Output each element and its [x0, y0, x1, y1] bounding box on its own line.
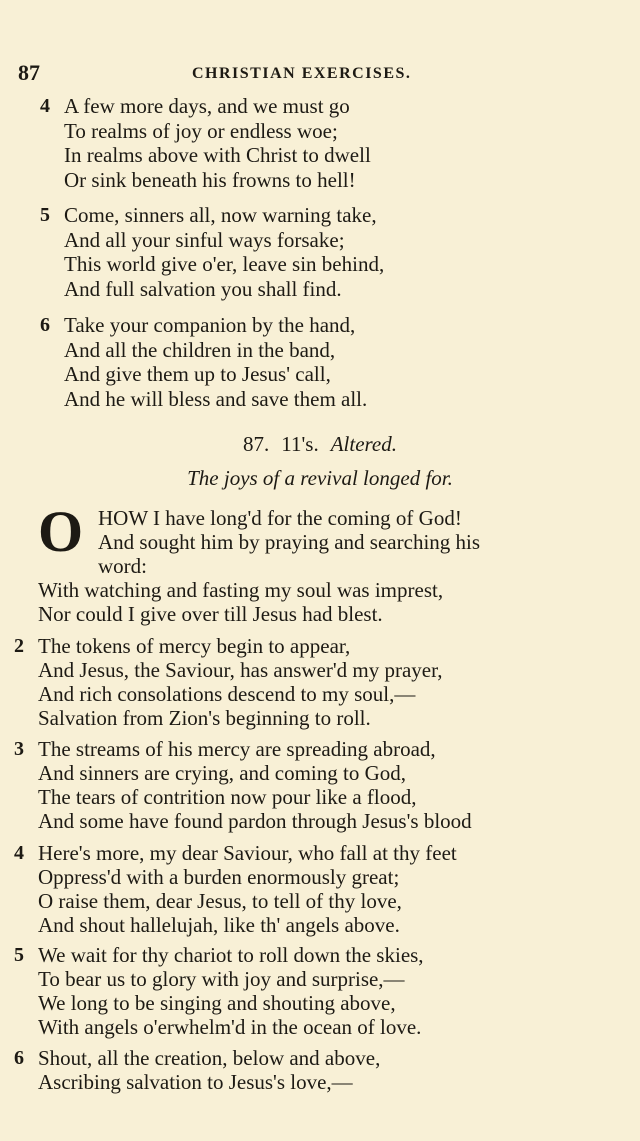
drop-cap: O: [38, 499, 84, 564]
hymn-heading: [0, 432, 640, 457]
verse-line: This world give o'er, leave sin behind,: [64, 252, 385, 276]
hymn-stanza-2: [0, 634, 640, 730]
verse-line: And give them up to Jesus' call,: [64, 362, 331, 386]
verse-line: With angels o'erwhelm'd in the ocean of love.: [38, 1015, 422, 1039]
hymn-stanza-1: [0, 499, 640, 626]
verse-line: And he will bless and save them all.: [64, 386, 368, 411]
hymn-number: 87.: [243, 432, 270, 456]
verse-line: Shout, all the creation, below and above,: [38, 1046, 381, 1070]
verse-line: And some have found pardon through Jesus's blood: [38, 809, 472, 833]
stanza-number: 6: [14, 1047, 24, 1069]
verse-line: Or sink beneath his frowns to hell!: [64, 167, 356, 192]
verse-line: Oppress'd with a burden enormously great;: [38, 865, 400, 889]
stanza-number: 5: [40, 204, 50, 226]
verse-line: Here's more, my dear Saviour, who fall at thy feet: [38, 841, 457, 865]
prev-stanza-5: [0, 203, 640, 301]
verse-line: And Jesus, the Saviour, has answer'd my prayer,: [38, 658, 443, 682]
verse-line: A few more days, and we must go: [64, 94, 350, 118]
verse-line: And rich consolations descend to my soul,—: [38, 682, 416, 706]
page-number: 87: [18, 60, 40, 85]
stanza-number: 5: [14, 944, 24, 966]
hymn-stanza-6: [0, 1046, 640, 1094]
verse-line: The tokens of mercy begin to appear,: [38, 634, 351, 658]
verse-line: We long to be singing and shouting above,: [38, 991, 396, 1015]
verse-line: To realms of joy or endless woe;: [64, 118, 338, 143]
verse-line: And all your sinful ways forsake;: [64, 227, 345, 252]
verse-line: And full salvation you shall find.: [64, 276, 342, 301]
verse-line: And all the children in the band,: [64, 337, 336, 362]
stanza-number: 3: [14, 738, 24, 760]
stanza-number: 2: [14, 635, 24, 657]
hymn-stanza-3: [0, 737, 640, 833]
verse-line: To bear us to glory with joy and surprise,—: [38, 967, 405, 991]
running-head: [18, 60, 640, 90]
stanza-number: 4: [14, 842, 24, 864]
hymn-title: The joys of a revival longed for.: [187, 466, 453, 490]
prev-stanza-6: [0, 313, 640, 411]
verse-line: We wait for thy chariot to roll down the skies,: [38, 943, 424, 967]
verse-line: word:: [98, 554, 147, 578]
verse-line: Ascribing salvation to Jesus's love,—: [38, 1070, 353, 1094]
verse-line: HOW I have long'd for the coming of God!: [98, 506, 462, 530]
hymn-meter: 11's.: [281, 432, 319, 456]
stanza-number: 4: [40, 95, 50, 117]
verse-line: And sinners are crying, and coming to God,: [38, 761, 407, 785]
verse-line: And sought him by praying and searching his: [98, 530, 481, 554]
verse-line: The tears of contrition now pour like a flood,: [38, 785, 417, 809]
hymn-stanza-5: [0, 943, 640, 1039]
verse-line: Take your companion by the hand,: [64, 313, 356, 337]
verse-line: With watching and fasting my soul was imprest,: [38, 578, 444, 602]
verse-line: And shout hallelujah, like th' angels above.: [38, 913, 400, 937]
prev-stanza-4: [0, 94, 640, 192]
running-title: CHRISTIAN EXERCISES.: [192, 65, 412, 82]
verse-line: In realms above with Christ to dwell: [64, 143, 371, 167]
verse-line: Come, sinners all, now warning take,: [64, 203, 377, 227]
stanza-number: 6: [40, 314, 50, 336]
hymn-note: Altered.: [330, 432, 397, 456]
hymn-stanza-4: [0, 841, 640, 937]
verse-line: The streams of his mercy are spreading abroad,: [38, 737, 436, 761]
verse-line: Salvation from Zion's beginning to roll.: [38, 706, 371, 730]
verse-line: O raise them, dear Jesus, to tell of thy love,: [38, 889, 402, 913]
verse-line: Nor could I give over till Jesus had blest.: [38, 602, 383, 626]
